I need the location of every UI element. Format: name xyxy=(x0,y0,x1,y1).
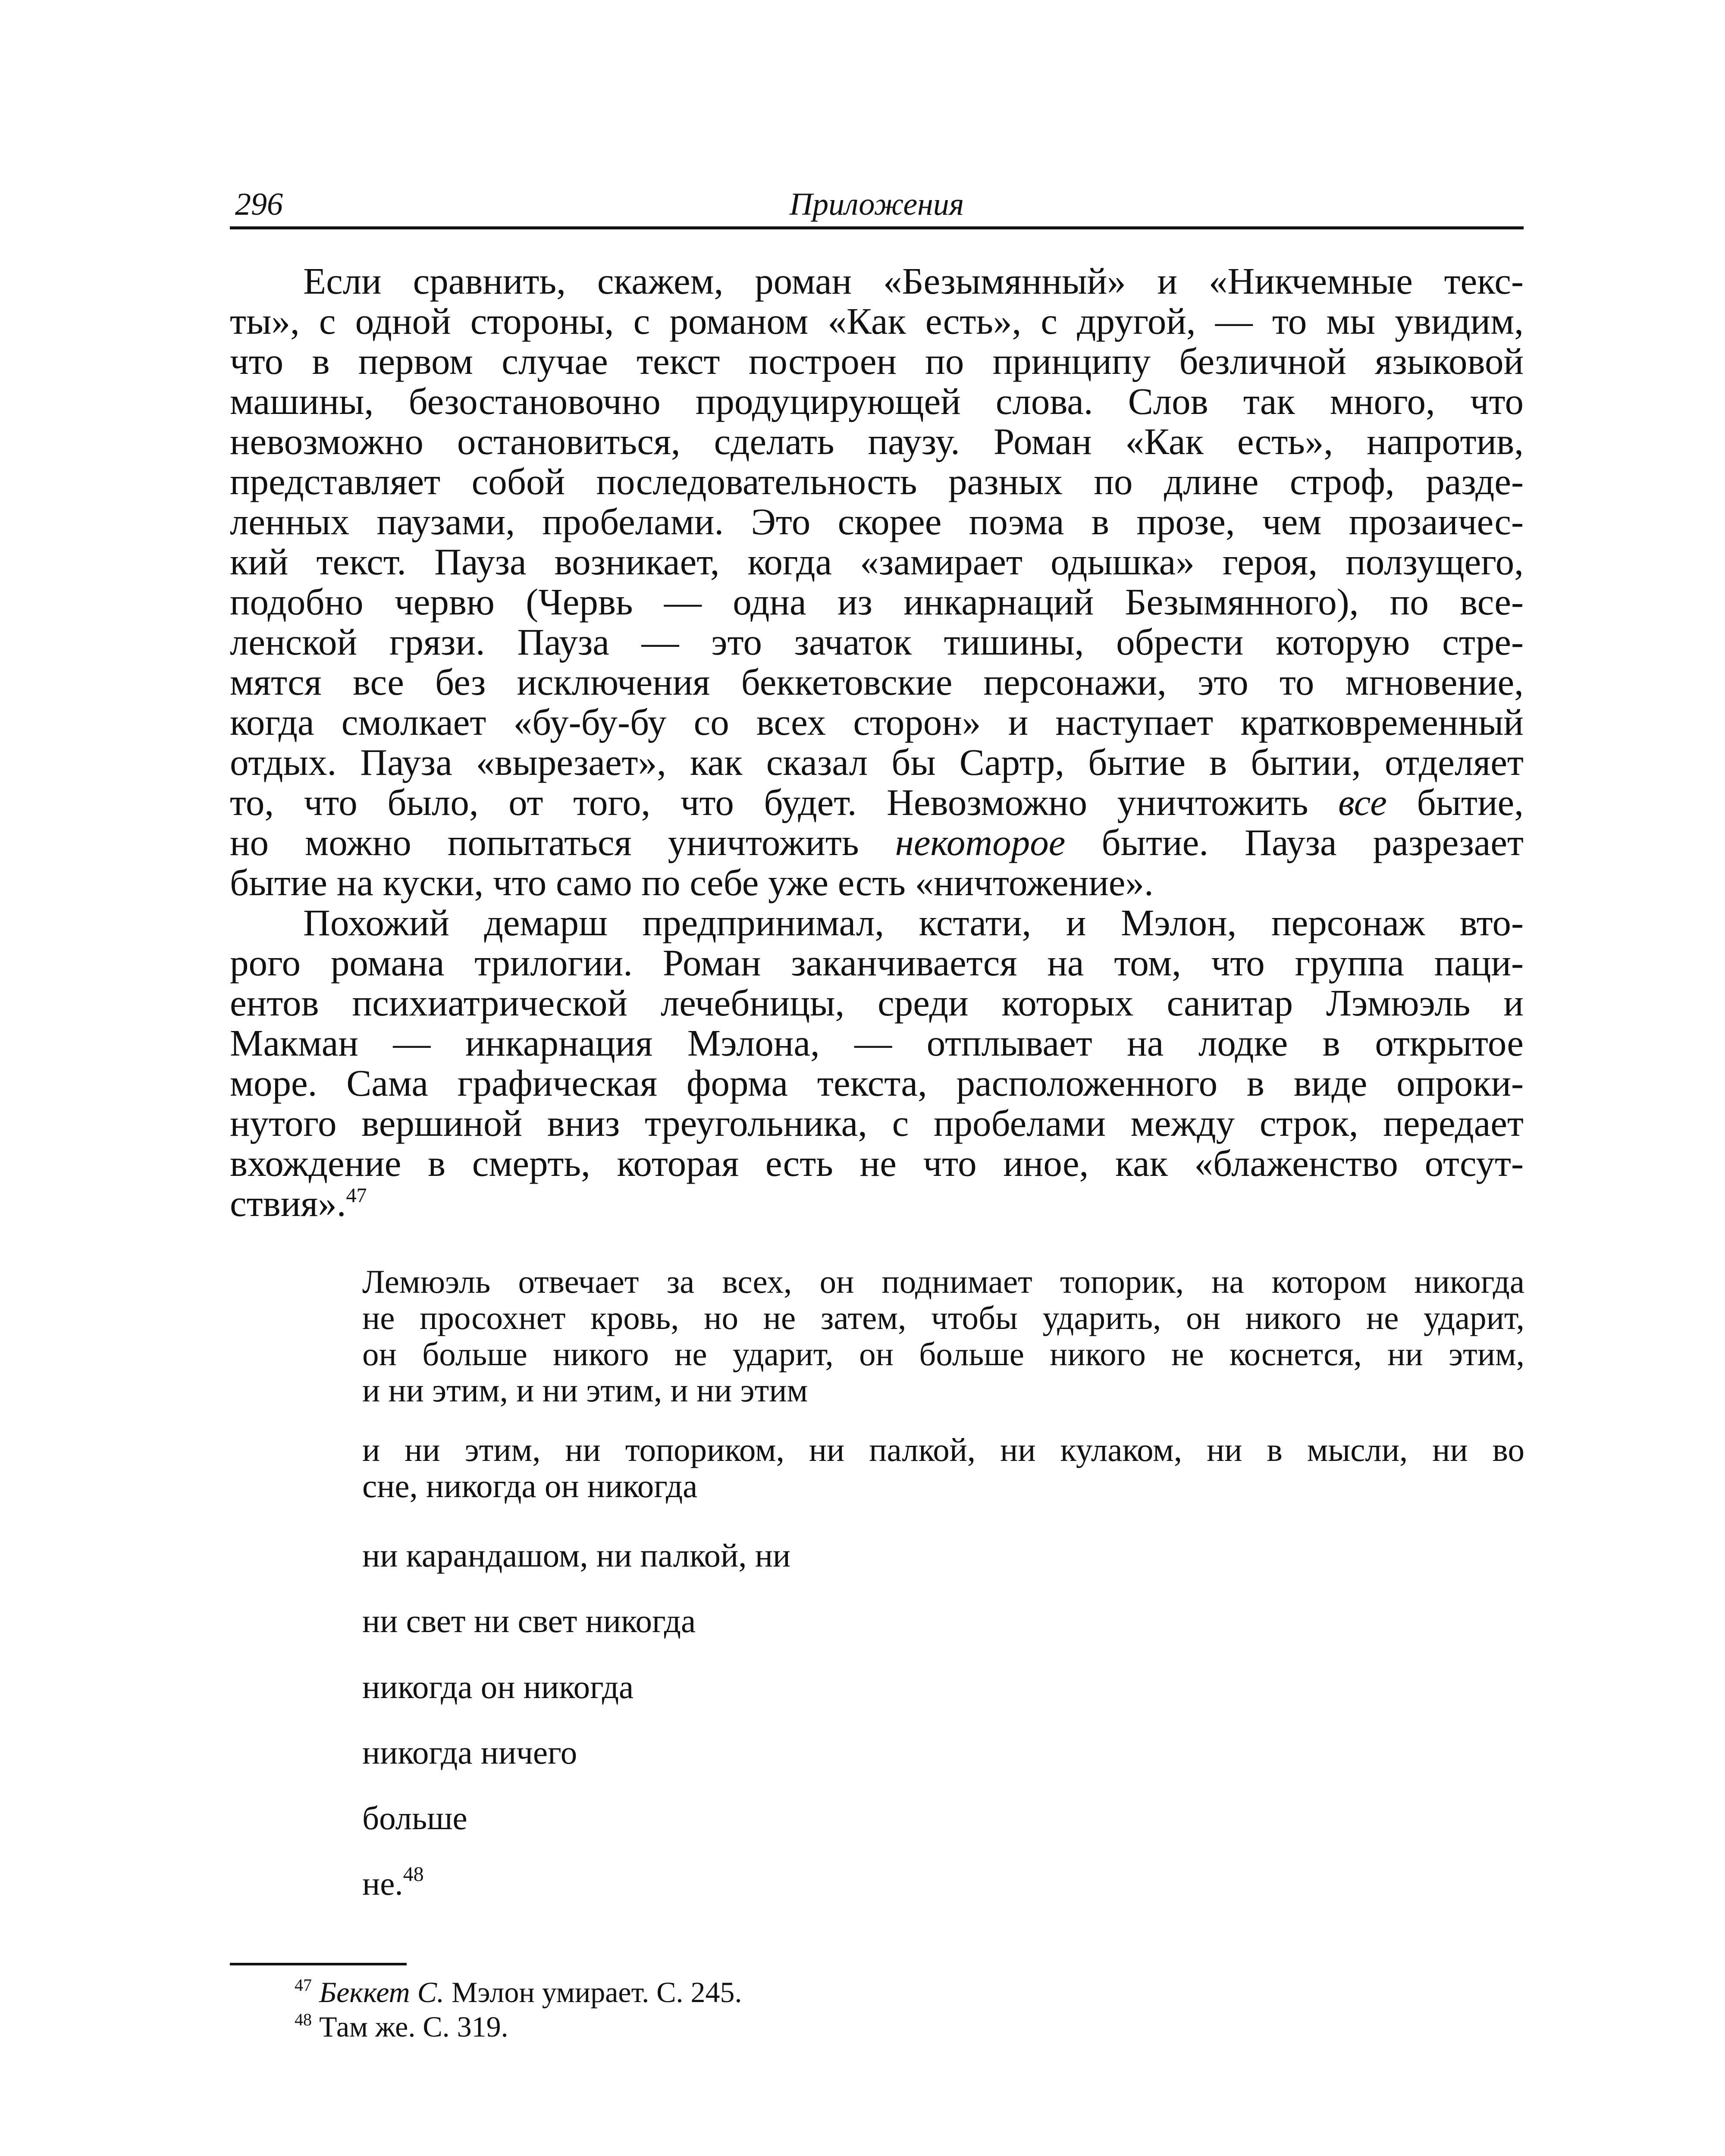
main-text xyxy=(230,261,1524,1223)
quote-line xyxy=(362,1865,1524,1902)
text-line: кий текст. Пауза возникает, когда «замирает одышка» героя, ползущего, xyxy=(230,541,1524,583)
footnote-number: 47 xyxy=(295,1975,312,1995)
footnotes xyxy=(295,1975,742,2044)
text-run: не. xyxy=(362,1865,403,1902)
text-run: но можно попытаться уничтожить xyxy=(230,821,895,863)
text-line: вхождение в смерть, которая есть не что иное, как «блаженство отсут- xyxy=(230,1142,1524,1184)
quote-line: Лемюэль отвечает за всех, он поднимает топорик, на котором никогда xyxy=(362,1263,1524,1300)
text-line: подобно червю (Червь — одна из инкарнаций Безымянного), по все- xyxy=(230,581,1524,623)
text-line: ты», с одной стороны, с романом «Как есть», с другой, — то мы увидим, xyxy=(230,300,1524,342)
footnote-divider xyxy=(230,1963,407,1965)
text-run: то, что было, от того, что будет. Невозможно уничтожить xyxy=(230,781,1339,823)
emphasis: некоторое xyxy=(895,821,1066,863)
text-line: отдых. Пауза «вырезает», как сказал бы Сартр, бытие в бытии, отделяет xyxy=(230,741,1524,783)
quote-line: ни свет ни свет никогда xyxy=(362,1602,696,1639)
quote-line: не просохнет кровь, но не затем, чтобы ударить, он никого не ударит, xyxy=(362,1299,1524,1336)
text-line: бытие на куски, что само по себе уже есть «ничтожение». xyxy=(230,862,1154,903)
text-line: Макман — инкарнация Мэлона, — отплывает на лодке в открытое xyxy=(230,1022,1524,1064)
text-line: ентов психиатрической лечебницы, среди которых санитар Лэмюэль и xyxy=(230,982,1524,1024)
footnote xyxy=(295,1975,742,2009)
text-line: когда смолкает «бу-бу-бу со всех сторон» и наступает кратковременный xyxy=(230,701,1524,743)
text-line: что в первом случае текст построен по принципу безличной языковой xyxy=(230,340,1524,382)
text-line xyxy=(230,782,1524,822)
quote-line: больше xyxy=(362,1799,467,1836)
quote-line: он больше никого не ударит, он больше никого не коснется, ни этим, xyxy=(362,1335,1524,1373)
footnote xyxy=(295,2009,742,2044)
text-line: нутого вершиной вниз треугольника, с пробелами между строк, передает xyxy=(230,1102,1524,1144)
quote-line: никогда он никогда xyxy=(362,1668,634,1705)
text-line: невозможно остановиться, сделать паузу. Роман «Как есть», напротив, xyxy=(230,420,1524,462)
page-number: 296 xyxy=(235,187,283,222)
footnote-text: Там же. С. 319. xyxy=(319,2010,508,2043)
quote-line: ни карандашом, ни палкой, ни xyxy=(362,1537,791,1574)
footnote-text: Мэлон умирает. С. 245. xyxy=(444,1976,742,2009)
quote-line-5 xyxy=(362,1669,1524,1705)
text-run: ствия». xyxy=(230,1182,346,1224)
text-line: море. Сама графическая форма текста, расположенного в виде опроки- xyxy=(230,1062,1524,1104)
quote-line-7 xyxy=(362,1800,1524,1836)
quote-line-8 xyxy=(362,1865,1524,1902)
text-line: Если сравнить, скажем, роман «Безымянный» и «Никчемные текс- xyxy=(303,260,1524,302)
text-run: бытие. Пауза разрезает xyxy=(1065,821,1524,863)
text-line: представляет собой последовательность разных по длине строф, разде- xyxy=(230,461,1524,502)
footnote-author: Беккет С. xyxy=(319,1976,444,2009)
quote-line-6 xyxy=(362,1734,1524,1771)
quote-line: сне, никогда он никогда xyxy=(362,1467,698,1504)
quote-block-2 xyxy=(362,1432,1524,1504)
section-title: Приложения xyxy=(789,187,964,222)
text-line xyxy=(230,1183,1524,1223)
quote-line-3 xyxy=(362,1537,1524,1573)
text-line: машины, безостановочно продуцирующей слова. Слов так много, что xyxy=(230,380,1524,422)
text-line: ленных паузами, пробелами. Это скорее поэма в прозе, чем прозаичес- xyxy=(230,501,1524,542)
text-line: ленской грязи. Пауза — это зачаток тишины, обрести которую стре- xyxy=(230,621,1524,663)
text-line xyxy=(230,822,1524,862)
text-line: Похожий демарш предпринимал, кстати, и Мэлон, персонаж вто- xyxy=(303,902,1524,943)
quote-block-1 xyxy=(362,1263,1524,1408)
emphasis: все xyxy=(1338,781,1387,823)
text-run: бытие, xyxy=(1386,781,1524,823)
footnote-number: 48 xyxy=(295,2010,312,2029)
running-header xyxy=(230,181,1524,229)
quote-line: и ни этим, ни топориком, ни палкой, ни кулаком, ни в мысли, ни во xyxy=(362,1431,1524,1468)
quote-line: и ни этим, и ни этим, и ни этим xyxy=(362,1372,808,1409)
quote-line-4 xyxy=(362,1603,1524,1639)
footnote-ref[interactable]: 48 xyxy=(403,1863,424,1886)
footnote-ref[interactable]: 47 xyxy=(346,1184,367,1207)
quote-line: никогда ничего xyxy=(362,1734,577,1771)
text-line: рого романа трилогии. Роман заканчивается на том, что группа паци- xyxy=(230,942,1524,984)
text-line: мятся все без исключения беккетовские персонажи, это то мгновение, xyxy=(230,661,1524,703)
